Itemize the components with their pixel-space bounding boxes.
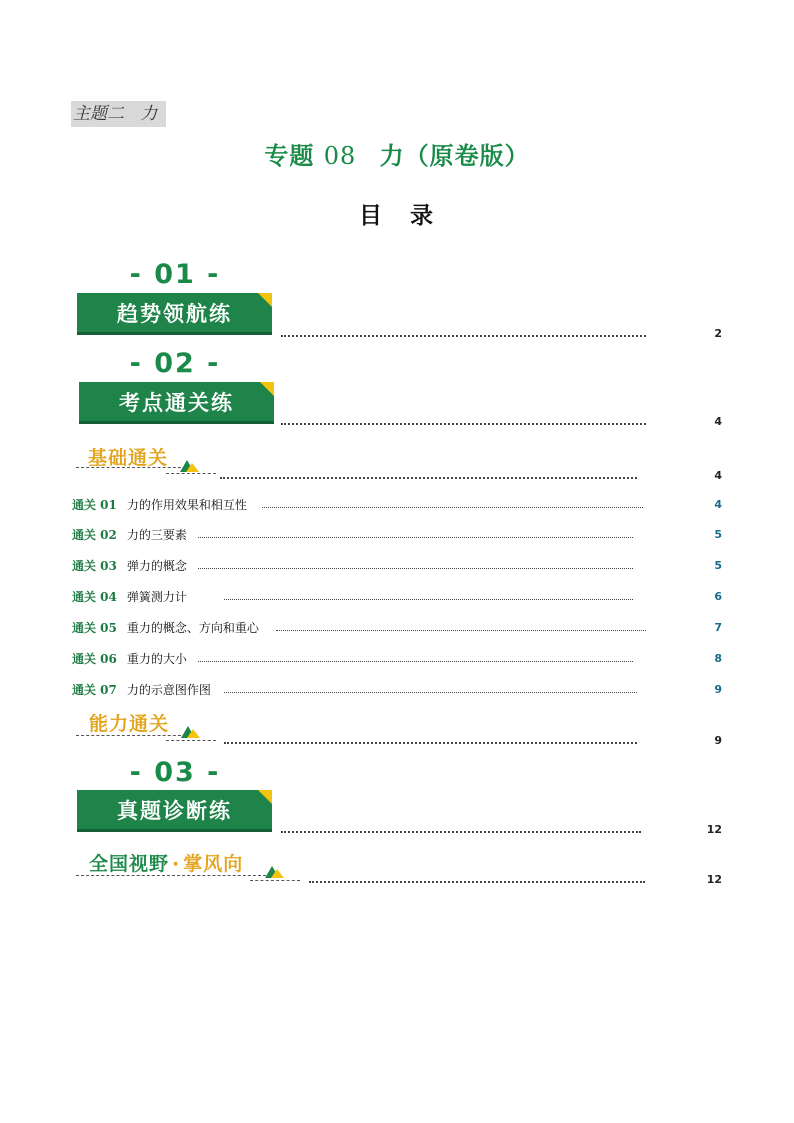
toc-item-01[interactable]: 通关 01 力的作用效果和相互性 <box>72 498 247 512</box>
page-number-national[interactable]: 12 <box>706 873 722 886</box>
toc-item-07[interactable]: 通关 07 力的示意图作图 <box>72 683 211 697</box>
leader-line <box>198 661 633 662</box>
leader-line <box>262 507 643 508</box>
basic-pass-label[interactable]: 基础通关 <box>88 447 169 469</box>
section-banner-03[interactable] <box>77 790 272 832</box>
leader-line <box>276 630 646 631</box>
toc-item-03[interactable]: 通关 03 弹力的概念 <box>72 559 187 573</box>
leader-line <box>220 477 637 479</box>
leader-line <box>281 335 646 337</box>
divider <box>76 467 186 468</box>
page-number-ability-pass[interactable]: 9 <box>714 734 722 747</box>
mountain-icon <box>178 458 200 472</box>
divider <box>166 740 216 741</box>
page-number-item-07[interactable]: 9 <box>714 683 722 696</box>
toc-item-06[interactable]: 通关 06 重力的大小 <box>72 652 187 666</box>
leader-line <box>281 423 646 425</box>
title-prefix: 专题 <box>264 142 315 170</box>
divider <box>250 880 300 881</box>
divider <box>76 875 266 876</box>
mountain-icon <box>263 864 285 878</box>
page-number-item-04[interactable]: 6 <box>714 590 722 603</box>
leader-line <box>224 692 637 693</box>
page-number-basic-pass[interactable]: 4 <box>714 469 722 482</box>
section-label-02: 考点通关练 <box>119 391 234 415</box>
document-title <box>0 136 794 171</box>
toc-item-05[interactable]: 通关 05 重力的概念、方向和重心 <box>72 621 259 635</box>
toc-heading: 目录 <box>359 203 461 229</box>
title-number: 08 <box>323 142 357 170</box>
page-number-item-06[interactable]: 8 <box>714 652 722 665</box>
page-number-section-01[interactable]: 2 <box>714 327 722 340</box>
page-number-section-03[interactable]: 12 <box>706 823 722 836</box>
toc-item-04[interactable]: 通关 04 弹簧测力计 <box>72 590 187 604</box>
page-number-item-02[interactable]: 5 <box>714 528 722 541</box>
section-number-03: - 03 - <box>129 757 221 788</box>
section-label-03: 真题诊断练 <box>117 799 232 823</box>
page-number-section-02[interactable]: 4 <box>714 415 722 428</box>
section-number-01: - 01 - <box>129 259 221 290</box>
corner-flag-icon <box>260 382 274 396</box>
corner-flag-icon <box>258 293 272 307</box>
leader-line <box>198 537 633 538</box>
leader-line <box>224 599 633 600</box>
section-number-02: - 02 - <box>129 348 221 379</box>
national-vision-label[interactable]: 全国视野 · 掌风向 <box>89 853 244 875</box>
section-label-01: 趋势领航练 <box>117 302 232 326</box>
mountain-icon <box>179 724 201 738</box>
leader-line <box>198 568 633 569</box>
page-number-item-03[interactable]: 5 <box>714 559 722 572</box>
leader-line <box>309 881 645 883</box>
divider <box>76 735 186 736</box>
page-number-item-01[interactable]: 4 <box>714 498 722 511</box>
leader-line <box>281 831 641 833</box>
leader-line <box>224 742 637 744</box>
title-name: 力（原卷版） <box>379 142 530 170</box>
section-banner-02[interactable] <box>79 382 274 424</box>
ability-pass-label[interactable]: 能力通关 <box>89 713 170 735</box>
corner-flag-icon <box>258 790 272 804</box>
topic-tag: 主题二 力 <box>71 101 166 127</box>
toc-item-02[interactable]: 通关 02 力的三要素 <box>72 528 187 542</box>
page-number-item-05[interactable]: 7 <box>714 621 722 634</box>
divider <box>166 473 216 474</box>
section-banner-01[interactable] <box>77 293 272 335</box>
